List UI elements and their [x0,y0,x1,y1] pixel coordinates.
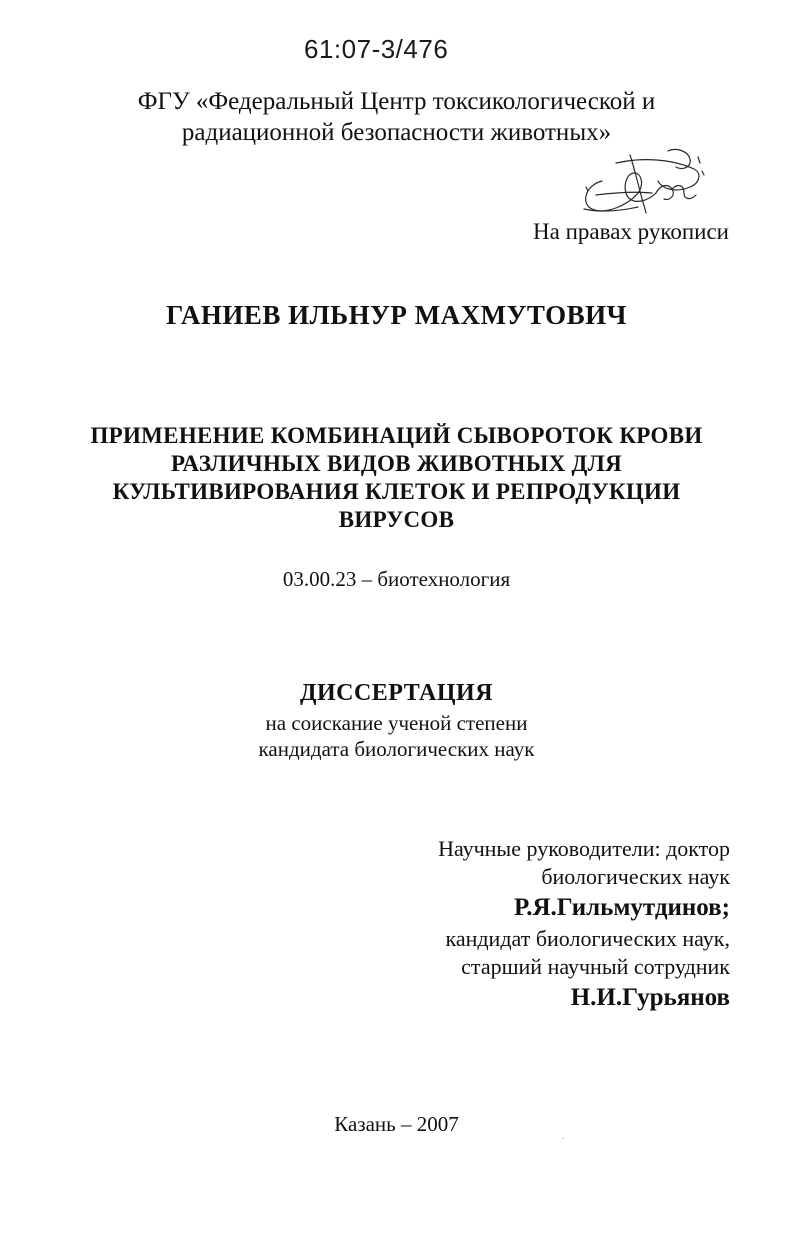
thesis-title-line-3: КУЛЬТИВИРОВАНИЯ КЛЕТОК И РЕПРОДУКЦИИ [112,479,681,504]
supervisors-line-3: кандидат биологических наук, [445,926,730,951]
manuscript-rights-note: На правах рукописи [533,219,729,244]
degree-description [0,710,793,762]
thesis-title-line-1: ПРИМЕНЕНИЕ КОМБИНАЦИЙ СЫВОРОТОК КРОВИ [90,423,703,448]
degree-line-1: на соискание ученой степени [265,711,528,735]
supervisors-line-4: старший научный сотрудник [461,954,730,979]
degree-line-2: кандидата биологических наук [258,737,535,761]
supervisors-line-1: Научные руководители: доктор [438,836,730,861]
specialty-code: 03.00.23 – биотехнология [282,567,511,591]
author-name: ГАНИЕВ ИЛЬНУР МАХМУТОВИЧ [166,300,627,330]
institution-line-2: радиационной безопасности животных» [181,119,612,146]
thesis-title-line-2: РАЗЛИЧНЫХ ВИДОВ ЖИВОТНЫХ ДЛЯ [170,451,623,476]
supervisors-block [310,835,730,1015]
supervisor-name-2: Н.И.Гурьянов [570,984,730,1011]
scan-speck [562,1138,564,1139]
thesis-title-line-4: ВИРУСОВ [338,507,455,532]
supervisor-name-1: Р.Я.Гильмутдинов; [514,894,730,921]
institution-line-1: ФГУ «Федеральный Центр токсикологической и [137,88,656,115]
institution-name [0,86,793,148]
thesis-title [0,422,793,534]
catalog-number: 61:07-3/476 [304,34,449,64]
place-and-year: Казань – 2007 [334,1112,459,1136]
supervisors-line-2: биологических наук [541,864,730,889]
document-type: ДИССЕРТАЦИЯ [299,680,494,706]
handwritten-signature [572,143,712,228]
